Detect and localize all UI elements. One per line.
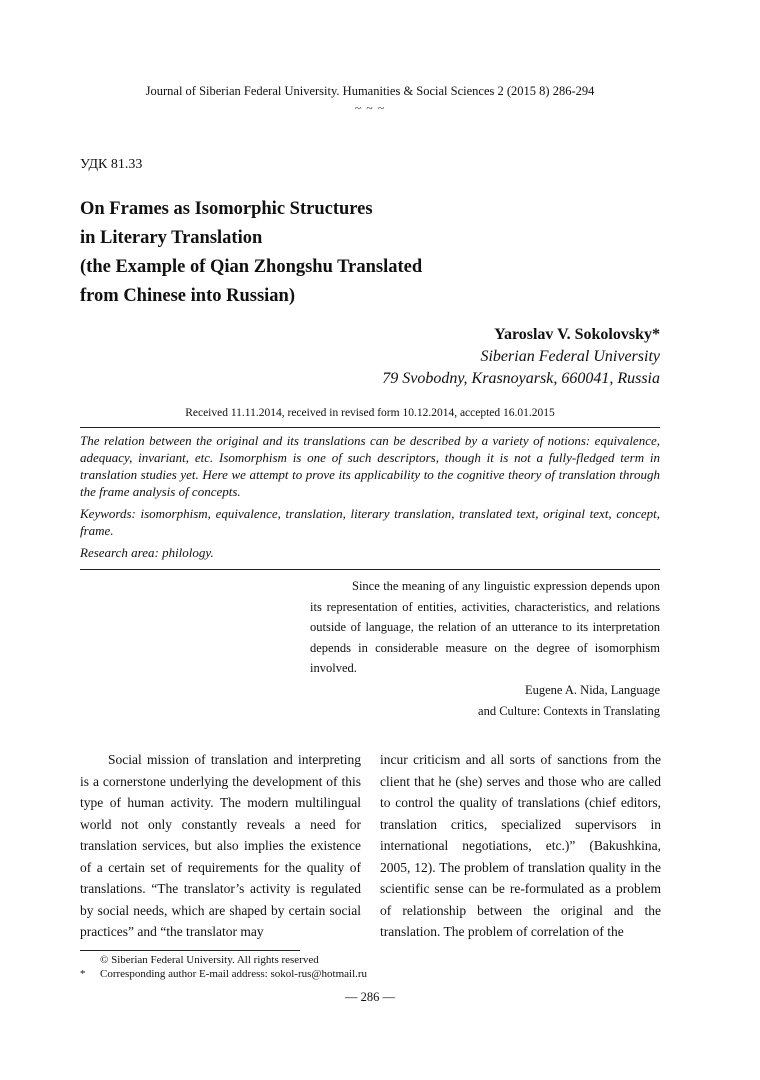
footnote-mark: * (80, 968, 86, 980)
author-affiliation: Siberian Federal University (480, 348, 660, 365)
page-number: — 286 — (345, 990, 395, 1004)
abstract-bottom-rule (80, 569, 660, 570)
author-name: Yaroslav V. Sokolovsky* (494, 326, 660, 343)
copyright-text: © Siberian Federal University. All rights reserved (100, 954, 319, 966)
title-line: in Literary Translation (80, 228, 263, 248)
epigraph-text: Since the meaning of any linguistic expression depends upon its representation of entities, activities, characteristics, and relations outside of language, the relation of an utterance to its interpretation depends in considerable measure on the degree of isomorphism involved. (310, 579, 660, 675)
udk-code: УДК 81.33 (80, 157, 143, 172)
body-paragraph: incur criticism and all sorts of sanctions from the client that he (she) serves and those who are called to control the quality of translations (chief editors, translation critics, specialized supervisors in international negotiations, etc.)” (Bakushkina, 2005, 12). The problem of translation quality in the scientific sense can be re-formulated as a problem of relationship between the original and the translation. The problem of correlation of the (380, 752, 661, 939)
epigraph-source-line1: Eugene A. Nida, Language (524, 682, 660, 697)
body-left-column (80, 749, 361, 943)
article-title (80, 195, 600, 311)
epigraph-source-line2: and Culture: Contexts in Translating (478, 704, 660, 718)
title-line: from Chinese into Russian) (80, 286, 295, 306)
title-line: On Frames as Isomorphic Structures (80, 199, 373, 219)
journal-header: Journal of Siberian Federal University. Humanities & Social Sciences 2 (2015 8) 286-294 (145, 84, 595, 98)
author-address: 79 Svobodny, Krasnoyarsk, 660041, Russia (382, 370, 660, 387)
body-right-column (380, 749, 661, 943)
body-paragraph: Social mission of translation and interpreting is a cornerstone underlying the development of this type of human activity. The modern multilingual world not only constantly reveals a need for translation services, but also implies the existence of a certain set of requirements for the quality of translations. “The translator’s activity is regulated by social needs, which are shaped by certain social practices” and “the translator may (80, 752, 361, 939)
abstract-text: The relation between the original and its translations can be described by a variety of notions: equivalence, adequacy, invariant, etc. Isomorphism is one of such descriptors, though it is not a fully-fledged term in translation studies yet. Here we attempt to prove its applicability to the cognitive theory of translation through the frame analysis of concepts. (80, 433, 660, 499)
abstract-top-rule (80, 427, 660, 428)
research-area: Research area: philology. (80, 545, 214, 560)
epigraph (310, 576, 660, 722)
corresponding-author-text: Corresponding author E-mail address: sokol-rus@hotmail.ru (100, 968, 368, 980)
copyright-footnote (80, 953, 367, 967)
footnote-rule (80, 950, 300, 951)
header-ornament: ~ ~ ~ (354, 101, 386, 115)
title-line: (the Example of Qian Zhongshu Translated (80, 257, 423, 277)
abstract (80, 432, 660, 566)
footnotes (80, 953, 367, 981)
corresponding-footnote (80, 967, 367, 981)
keywords: Keywords: isomorphism, equivalence, translation, literary translation, translated text, original text, concept, frame. (80, 506, 660, 538)
author-block (382, 324, 660, 390)
received-dates: Received 11.11.2014, received in revised form 10.12.2014, accepted 16.01.2015 (185, 407, 555, 419)
